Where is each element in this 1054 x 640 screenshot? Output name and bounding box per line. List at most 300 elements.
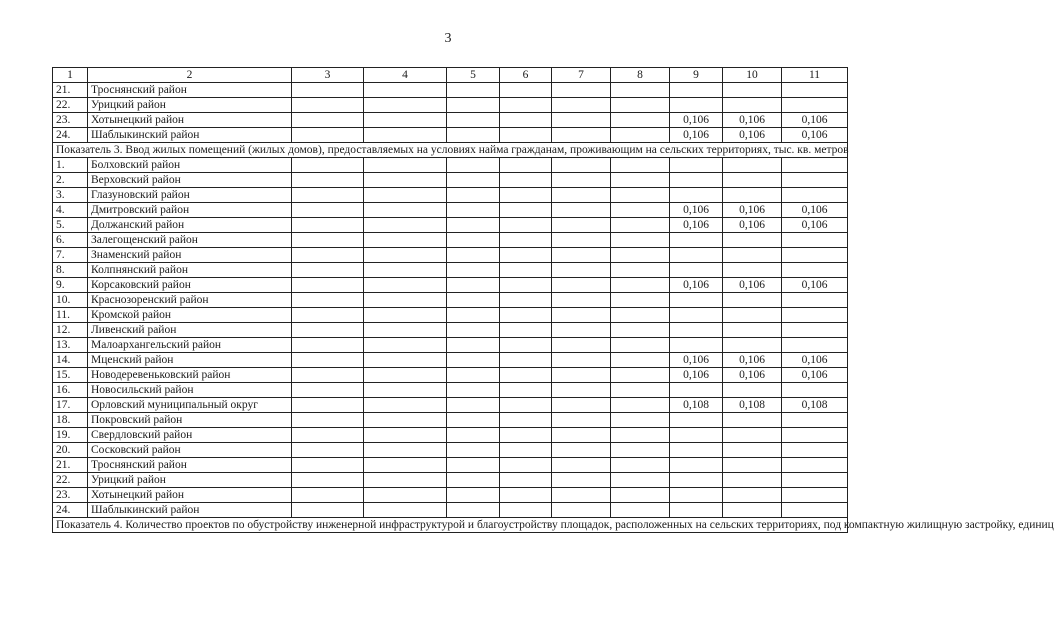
value-cell — [670, 98, 723, 113]
value-cell — [447, 83, 500, 98]
value-cell: 0,106 — [782, 353, 848, 368]
table-row — [53, 83, 848, 98]
value-cell — [611, 398, 670, 413]
value-cell — [292, 413, 364, 428]
value-cell — [723, 188, 782, 203]
value-cell — [447, 128, 500, 143]
value-cell — [500, 173, 552, 188]
value-cell — [500, 353, 552, 368]
table-row — [53, 203, 848, 218]
value-cell — [670, 83, 723, 98]
value-cell — [447, 488, 500, 503]
row-number: 24. — [53, 128, 88, 143]
district-name: Глазуновский район — [88, 188, 292, 203]
value-cell — [364, 398, 447, 413]
value-cell — [500, 428, 552, 443]
value-cell — [292, 488, 364, 503]
value-cell — [364, 368, 447, 383]
value-cell — [611, 428, 670, 443]
value-cell — [364, 188, 447, 203]
value-cell — [723, 233, 782, 248]
table-row — [53, 293, 848, 308]
value-cell: 0,106 — [670, 128, 723, 143]
value-cell — [611, 458, 670, 473]
row-number: 7. — [53, 248, 88, 263]
value-cell — [500, 458, 552, 473]
value-cell: 0,106 — [670, 203, 723, 218]
value-cell — [670, 503, 723, 518]
value-cell — [782, 188, 848, 203]
value-cell — [670, 428, 723, 443]
value-cell — [447, 458, 500, 473]
table-row — [53, 308, 848, 323]
row-number: 11. — [53, 308, 88, 323]
district-name: Шаблыкинский район — [88, 128, 292, 143]
table-row — [53, 128, 848, 143]
value-cell — [364, 428, 447, 443]
value-cell — [670, 188, 723, 203]
value-cell — [292, 173, 364, 188]
value-cell — [500, 323, 552, 338]
value-cell — [611, 218, 670, 233]
value-cell — [611, 413, 670, 428]
value-cell — [364, 128, 447, 143]
value-cell: 0,106 — [670, 113, 723, 128]
district-name: Мценский район — [88, 353, 292, 368]
value-cell: 0,106 — [723, 203, 782, 218]
value-cell: 0,108 — [723, 398, 782, 413]
value-cell — [611, 263, 670, 278]
value-cell — [611, 338, 670, 353]
row-number: 20. — [53, 443, 88, 458]
row-number: 8. — [53, 263, 88, 278]
row-number: 23. — [53, 488, 88, 503]
district-name: Хотынецкий район — [88, 488, 292, 503]
value-cell — [611, 443, 670, 458]
value-cell — [611, 248, 670, 263]
row-number: 3. — [53, 188, 88, 203]
value-cell — [670, 233, 723, 248]
section-3-title-row — [53, 143, 848, 158]
value-cell — [364, 263, 447, 278]
value-cell — [500, 203, 552, 218]
table-body — [53, 68, 1054, 533]
value-cell — [500, 308, 552, 323]
value-cell — [782, 308, 848, 323]
district-name: Краснозоренский район — [88, 293, 292, 308]
value-cell: 0,106 — [723, 218, 782, 233]
indicators-table — [52, 67, 1054, 533]
value-cell — [364, 458, 447, 473]
value-cell — [500, 98, 552, 113]
section-3-title: Показатель 3. Ввод жилых помещений (жилых домов), предоставляемых на условиях найма гражданам, проживающим на сельских территориях, тыс. кв. метров — [53, 143, 848, 158]
row-number: 1. — [53, 158, 88, 173]
value-cell — [782, 98, 848, 113]
value-cell — [292, 83, 364, 98]
value-cell — [723, 83, 782, 98]
value-cell — [670, 173, 723, 188]
value-cell — [447, 428, 500, 443]
value-cell — [552, 503, 611, 518]
value-cell — [500, 413, 552, 428]
table-row — [53, 383, 848, 398]
value-cell — [782, 233, 848, 248]
value-cell — [292, 443, 364, 458]
value-cell — [292, 368, 364, 383]
table-row — [53, 323, 848, 338]
value-cell — [611, 473, 670, 488]
value-cell: 0,106 — [670, 278, 723, 293]
table-row — [53, 263, 848, 278]
district-name: Новосильский район — [88, 383, 292, 398]
value-cell — [447, 368, 500, 383]
district-name: Колпнянский район — [88, 263, 292, 278]
value-cell — [670, 443, 723, 458]
value-cell — [552, 113, 611, 128]
table-row — [53, 353, 848, 368]
value-cell — [670, 473, 723, 488]
row-number: 2. — [53, 173, 88, 188]
value-cell — [552, 263, 611, 278]
value-cell — [500, 383, 552, 398]
value-cell — [782, 443, 848, 458]
table-row — [53, 248, 848, 263]
value-cell — [552, 308, 611, 323]
value-cell — [364, 488, 447, 503]
value-cell — [723, 488, 782, 503]
row-number: 15. — [53, 368, 88, 383]
value-cell — [611, 503, 670, 518]
district-name: Болховский район — [88, 158, 292, 173]
row-number: 22. — [53, 473, 88, 488]
value-cell — [723, 98, 782, 113]
value-cell — [292, 398, 364, 413]
value-cell — [552, 458, 611, 473]
column-header: 11 — [782, 68, 848, 83]
value-cell — [611, 98, 670, 113]
row-number: 17. — [53, 398, 88, 413]
value-cell — [782, 158, 848, 173]
value-cell — [611, 323, 670, 338]
value-cell — [552, 278, 611, 293]
value-cell — [500, 158, 552, 173]
value-cell — [611, 83, 670, 98]
table-row — [53, 188, 848, 203]
table-row — [53, 233, 848, 248]
district-name: Корсаковский район — [88, 278, 292, 293]
value-cell — [552, 368, 611, 383]
value-cell — [447, 398, 500, 413]
row-number: 6. — [53, 233, 88, 248]
value-cell — [447, 413, 500, 428]
value-cell — [670, 248, 723, 263]
value-cell — [447, 503, 500, 518]
value-cell — [782, 488, 848, 503]
value-cell — [723, 338, 782, 353]
row-number: 24. — [53, 503, 88, 518]
value-cell — [364, 353, 447, 368]
value-cell — [723, 458, 782, 473]
value-cell — [292, 158, 364, 173]
value-cell — [670, 323, 723, 338]
value-cell — [292, 383, 364, 398]
value-cell — [364, 293, 447, 308]
value-cell — [364, 473, 447, 488]
page-number: 3 — [444, 31, 452, 46]
district-name: Малоархангельский район — [88, 338, 292, 353]
value-cell — [552, 413, 611, 428]
table-row — [53, 173, 848, 188]
value-cell — [364, 233, 447, 248]
value-cell — [447, 293, 500, 308]
table-row — [53, 428, 848, 443]
value-cell — [782, 428, 848, 443]
value-cell — [447, 473, 500, 488]
value-cell — [500, 443, 552, 458]
value-cell — [364, 503, 447, 518]
value-cell — [611, 353, 670, 368]
district-name: Ливенский район — [88, 323, 292, 338]
table-row — [53, 398, 848, 413]
column-header: 2 — [88, 68, 292, 83]
district-name: Кромской район — [88, 308, 292, 323]
value-cell — [364, 173, 447, 188]
column-header: 8 — [611, 68, 670, 83]
table-row — [53, 368, 848, 383]
value-cell — [500, 503, 552, 518]
value-cell — [292, 128, 364, 143]
table-row — [53, 473, 848, 488]
value-cell — [364, 278, 447, 293]
column-header: 1 — [53, 68, 88, 83]
value-cell — [552, 398, 611, 413]
value-cell — [611, 233, 670, 248]
value-cell — [723, 173, 782, 188]
value-cell — [782, 173, 848, 188]
value-cell — [723, 413, 782, 428]
value-cell — [364, 83, 447, 98]
column-header: 6 — [500, 68, 552, 83]
value-cell — [292, 248, 364, 263]
table-row — [53, 338, 848, 353]
value-cell — [447, 218, 500, 233]
value-cell — [611, 368, 670, 383]
row-number: 4. — [53, 203, 88, 218]
value-cell — [611, 308, 670, 323]
row-number: 5. — [53, 218, 88, 233]
value-cell — [292, 203, 364, 218]
row-number: 21. — [53, 83, 88, 98]
column-header: 10 — [723, 68, 782, 83]
value-cell: 0,106 — [723, 278, 782, 293]
table-row — [53, 443, 848, 458]
value-cell — [552, 338, 611, 353]
value-cell: 0,106 — [670, 353, 723, 368]
value-cell — [500, 473, 552, 488]
value-cell — [447, 158, 500, 173]
value-cell — [782, 503, 848, 518]
value-cell — [723, 473, 782, 488]
value-cell — [670, 488, 723, 503]
value-cell — [670, 158, 723, 173]
value-cell — [552, 383, 611, 398]
value-cell — [552, 158, 611, 173]
value-cell — [723, 323, 782, 338]
value-cell — [552, 293, 611, 308]
value-cell — [552, 323, 611, 338]
value-cell — [447, 353, 500, 368]
value-cell — [670, 293, 723, 308]
value-cell — [292, 263, 364, 278]
value-cell — [723, 428, 782, 443]
value-cell — [552, 83, 611, 98]
value-cell — [723, 158, 782, 173]
value-cell: 0,106 — [670, 218, 723, 233]
value-cell — [552, 98, 611, 113]
value-cell — [292, 233, 364, 248]
value-cell — [292, 338, 364, 353]
value-cell — [364, 113, 447, 128]
column-header: 9 — [670, 68, 723, 83]
value-cell — [500, 263, 552, 278]
value-cell — [447, 203, 500, 218]
value-cell — [500, 128, 552, 143]
value-cell: 0,106 — [782, 368, 848, 383]
value-cell — [500, 188, 552, 203]
value-cell — [552, 443, 611, 458]
row-number: 22. — [53, 98, 88, 113]
value-cell — [611, 113, 670, 128]
district-name: Покровский район — [88, 413, 292, 428]
value-cell: 0,106 — [723, 113, 782, 128]
district-name: Урицкий район — [88, 98, 292, 113]
value-cell — [611, 278, 670, 293]
value-cell — [447, 278, 500, 293]
value-cell — [723, 248, 782, 263]
value-cell — [782, 383, 848, 398]
value-cell: 0,106 — [782, 278, 848, 293]
value-cell — [447, 113, 500, 128]
value-cell — [364, 413, 447, 428]
value-cell — [782, 263, 848, 278]
row-number: 19. — [53, 428, 88, 443]
value-cell: 0,108 — [782, 398, 848, 413]
value-cell — [723, 293, 782, 308]
value-cell — [611, 293, 670, 308]
value-cell — [500, 398, 552, 413]
value-cell — [364, 158, 447, 173]
value-cell — [670, 383, 723, 398]
value-cell — [500, 278, 552, 293]
value-cell — [364, 218, 447, 233]
value-cell — [552, 428, 611, 443]
row-number: 21. — [53, 458, 88, 473]
value-cell — [447, 263, 500, 278]
value-cell — [364, 383, 447, 398]
value-cell — [500, 368, 552, 383]
value-cell — [500, 488, 552, 503]
district-name: Новодеревеньковский район — [88, 368, 292, 383]
value-cell — [611, 188, 670, 203]
value-cell — [723, 443, 782, 458]
value-cell: 0,106 — [723, 368, 782, 383]
value-cell — [292, 98, 364, 113]
value-cell — [723, 383, 782, 398]
table-row — [53, 158, 848, 173]
value-cell — [292, 218, 364, 233]
value-cell — [500, 218, 552, 233]
row-number: 23. — [53, 113, 88, 128]
value-cell — [292, 188, 364, 203]
value-cell — [500, 248, 552, 263]
value-cell — [500, 338, 552, 353]
value-cell — [670, 338, 723, 353]
row-number: 18. — [53, 413, 88, 428]
value-cell — [723, 263, 782, 278]
value-cell — [611, 383, 670, 398]
value-cell — [292, 293, 364, 308]
district-name: Дмитровский район — [88, 203, 292, 218]
value-cell — [447, 383, 500, 398]
row-number: 13. — [53, 338, 88, 353]
district-name: Должанский район — [88, 218, 292, 233]
table-row — [53, 503, 848, 518]
value-cell — [611, 128, 670, 143]
value-cell: 0,106 — [782, 203, 848, 218]
column-header: 4 — [364, 68, 447, 83]
district-name: Сосковский район — [88, 443, 292, 458]
table-row — [53, 113, 848, 128]
section-4-title: Показатель 4. Количество проектов по обустройству инженерной инфраструктурой и благоустройству площадок, расположенных на сельских территориях, под компактную жилищную застройку, единиц — [53, 518, 848, 533]
value-cell — [364, 443, 447, 458]
value-cell — [552, 488, 611, 503]
value-cell — [552, 203, 611, 218]
column-header: 3 — [292, 68, 364, 83]
value-cell: 0,106 — [782, 113, 848, 128]
table-row — [53, 278, 848, 293]
table-row — [53, 218, 848, 233]
value-cell — [723, 308, 782, 323]
value-cell: 0,108 — [670, 398, 723, 413]
district-name: Свердловский район — [88, 428, 292, 443]
value-cell — [782, 458, 848, 473]
table-row — [53, 488, 848, 503]
value-cell — [552, 353, 611, 368]
value-cell — [500, 83, 552, 98]
value-cell — [447, 443, 500, 458]
district-name: Знаменский район — [88, 248, 292, 263]
value-cell — [500, 293, 552, 308]
section-4-title-row — [53, 518, 848, 533]
value-cell — [447, 233, 500, 248]
value-cell — [782, 248, 848, 263]
value-cell: 0,106 — [723, 128, 782, 143]
table-row — [53, 98, 848, 113]
column-header: 7 — [552, 68, 611, 83]
value-cell — [670, 458, 723, 473]
value-cell — [782, 293, 848, 308]
row-number: 16. — [53, 383, 88, 398]
value-cell — [611, 488, 670, 503]
row-number: 9. — [53, 278, 88, 293]
value-cell — [292, 278, 364, 293]
value-cell — [500, 113, 552, 128]
value-cell — [292, 323, 364, 338]
value-cell — [611, 203, 670, 218]
value-cell — [364, 323, 447, 338]
value-cell — [782, 338, 848, 353]
value-cell — [670, 308, 723, 323]
